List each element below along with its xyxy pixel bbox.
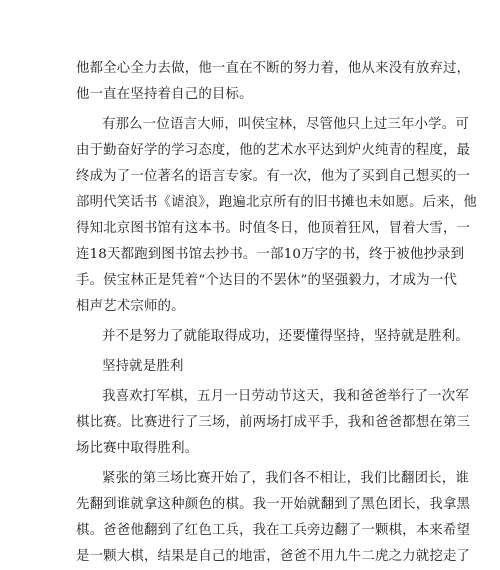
text-line: 相声艺术宗师的。 bbox=[76, 299, 185, 314]
text-line: 部明代笑话书《谑浪》，跑遍北京所有的旧书摊也未如愿。后来，他 bbox=[76, 195, 478, 210]
text-line: 棋。爸爸他翻到了红色工兵，我在工兵旁边翻了一颗棋，本来希望 bbox=[76, 523, 471, 538]
paragraph-start-line: 紧张的第三场比赛开始了，我们各不相让，我们比翻团长，谁 bbox=[102, 471, 469, 486]
text-line: 棋比赛。比赛进行了三场，前两场打成平手，我和爸爸都想在第三 bbox=[76, 415, 471, 430]
paragraph-start-line: 并不是努力了就能取得成功，还要懂得坚持，坚持就是胜利。 bbox=[102, 329, 469, 344]
text-line: 场比赛中取得胜利。 bbox=[76, 441, 199, 456]
paragraph-start-line: 有那么一位语言大师，叫侯宝林，尽管他只上过三年小学。可 bbox=[102, 117, 469, 132]
text-line: 由于勤奋好学的学习态度，他的艺术水平达到炉火纯青的程度，最 bbox=[76, 143, 471, 158]
text-line: 是一颗大棋，结果是自己的地雷，爸爸不用九牛二虎之力就挖走了 bbox=[76, 549, 471, 564]
text-line: 手。侯宝林正是凭着“个达目的不罢休”的坚强毅力，才成为一代 bbox=[76, 273, 458, 288]
text-line: 他一直在坚持着自己的目标。 bbox=[76, 87, 253, 102]
paragraph-start-line: 我喜欢打军棋，五月一日劳动节这天，我和爸爸举行了一次军 bbox=[102, 389, 469, 404]
document-page bbox=[76, 56, 478, 570]
text-line: 终成为了一位著名的语言专家。有一次，他为了买到自己想买的一 bbox=[76, 169, 471, 184]
section-heading: 坚持就是胜利 bbox=[102, 359, 184, 374]
text-line: 先翻到谁就拿这种颜色的棋。我一开始就翻到了黑色团长，我拿黑 bbox=[76, 497, 471, 512]
text-line: 他都全心全力去做，他一直在不断的努力着，他从来没有放弃过， bbox=[76, 61, 471, 76]
text-line: 得知北京图书馆有这本书。时值冬日，他顶着狂风，冒着大雪，一 bbox=[76, 221, 471, 236]
text-line: 连18天都跑到图书馆去抄书。一部10万字的书，终于被他抄录到 bbox=[76, 247, 465, 262]
